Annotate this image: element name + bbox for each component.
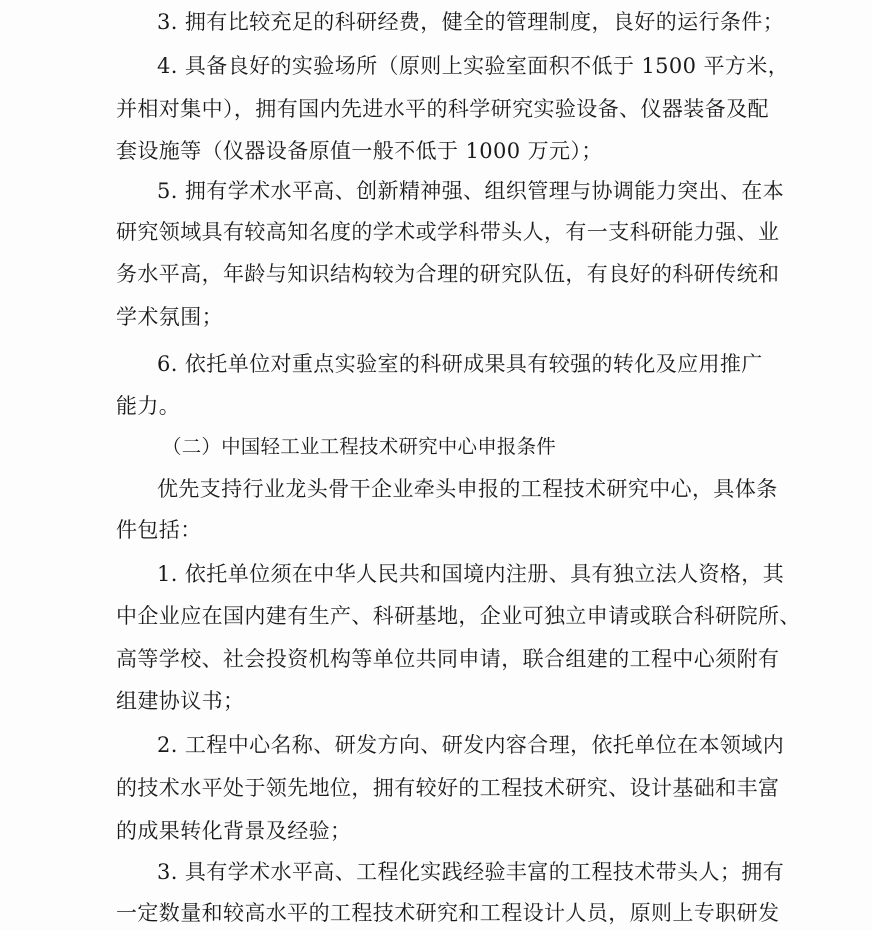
text-line: 的成果转化背景及经验； (116, 819, 352, 843)
text-line: 优先支持行业龙头骨干企业牵头申报的工程技术研究中心，具体条 (157, 477, 778, 501)
text-line: 中企业应在国内建有生产、科研基地，企业可独立申请或联合科研院所、 (116, 604, 801, 628)
text-line: 2. 工程中心名称、研发方向、研发内容合理，依托单位在本领域内 (157, 733, 785, 757)
text-line: 的技术水平处于领先地位，拥有较好的工程技术研究、设计基础和丰富 (116, 776, 780, 800)
section-heading: （二）中国轻工业工程技术研究中心申报条件 (162, 435, 557, 458)
text-line: 一定数量和较高水平的工程技术研究和工程设计人员，原则上专职研发 (116, 901, 780, 925)
text-line: 3. 拥有比较充足的科研经费，健全的管理制度，良好的运行条件； (157, 10, 785, 34)
text-line: 高等学校、社会投资机构等单位共同申请，联合组建的工程中心须附有 (116, 647, 780, 671)
text-line: 并相对集中），拥有国内先进水平的科学研究实验设备、仪器装备及配 (116, 97, 769, 121)
text-line: 务水平高，年龄与知识结构较为合理的研究队伍，有良好的科研传统和 (116, 262, 780, 286)
text-line: 1. 依托单位须在中华人民共和国境内注册、具有独立法人资格，其 (157, 562, 785, 586)
text-line: 件包括： (116, 518, 202, 542)
text-line: 5. 拥有学术水平高、创新精神强、组织管理与协调能力突出、在本 (157, 179, 785, 203)
text-line: 组建协议书； (116, 689, 245, 713)
text-line: 3. 具有学术水平高、工程化实践经验丰富的工程技术带头人；拥有 (157, 860, 785, 884)
text-line: 能力。 (116, 394, 181, 418)
text-line: 4. 具备良好的实验场所（原则上实验室面积不低于 1500 平方米， (157, 54, 790, 78)
text-line: 研究领域具有较高知名度的学术或学科带头人，有一支科研能力强、业 (116, 220, 780, 244)
text-line: 套设施等（仪器设备原值一般不低于 1000 万元）； (116, 139, 603, 163)
text-line: 学术氛围； (116, 305, 223, 329)
text-line: 6. 依托单位对重点实验室的科研成果具有较强的转化及应用推广 (157, 352, 763, 376)
